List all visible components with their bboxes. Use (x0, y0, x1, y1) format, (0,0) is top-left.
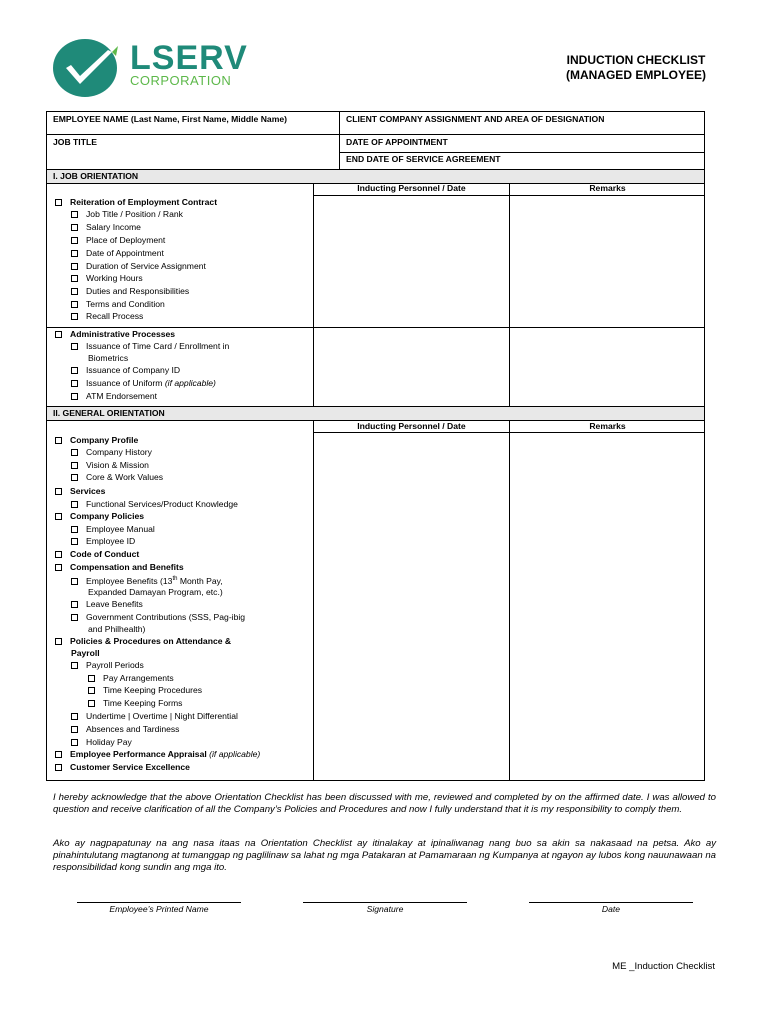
checklist-item: Reiteration of Employment Contract (55, 197, 217, 208)
section2-col-inducting: Inducting Personnel / Date (357, 421, 466, 431)
checkbox[interactable] (71, 526, 78, 533)
checkbox[interactable] (71, 301, 78, 308)
checklist-item: Holiday Pay (71, 737, 132, 748)
acknowledgement-filipino: Ako ay nagpapatunay na ang nasa itaas na Orientation Checklist ay itinalakay at ipinaliwanag nang buo sa akin sa nakasaad na petsa. Ako ay pinahintulutang magtanong at tumanggap ng paglilinaw sa lahat ng mga Patakaran at Pamamaraan ng Kumpanya at ngayon ay lubos kong nauunawaan na responsibilidad kong sundin ang mga ito. (53, 838, 716, 873)
checklist-item-cont: Payroll (71, 648, 100, 658)
checkbox[interactable] (71, 501, 78, 508)
footer-text: ME _Induction Checklist (612, 961, 715, 972)
checkbox[interactable] (55, 764, 62, 771)
checklist-item: Company Profile (55, 435, 138, 446)
client-company-label: CLIENT COMPANY ASSIGNMENT AND AREA OF DESIGNATION (346, 114, 605, 124)
checklist-item: Policies & Procedures on Attendance & (55, 636, 231, 647)
signature-line (77, 902, 241, 903)
checkbox[interactable] (71, 713, 78, 720)
checklist-item: Job Title / Position / Rank (71, 209, 183, 220)
checkbox[interactable] (71, 578, 78, 585)
checklist-item-cont: Expanded Damayan Program, etc.) (88, 587, 223, 597)
checklist-item: Employee Manual (71, 524, 155, 535)
checkbox[interactable] (71, 263, 78, 270)
checklist-item: ATM Endorsement (71, 391, 157, 402)
checklist-item: Duration of Service Assignment (71, 261, 206, 272)
checklist-table (46, 111, 705, 781)
checkbox[interactable] (55, 638, 62, 645)
row-line (339, 152, 704, 153)
col-divider (509, 183, 510, 406)
printed-name-label: Employee’s Printed Name (109, 904, 209, 914)
section1-title: I. JOB ORIENTATION (53, 171, 139, 181)
checkbox[interactable] (55, 199, 62, 206)
header-divider (339, 112, 340, 170)
checklist-item: Working Hours (71, 273, 143, 284)
checklist-item: Issuance of Uniform (if applicable) (71, 378, 216, 389)
checkbox[interactable] (71, 224, 78, 231)
checkbox[interactable] (55, 331, 62, 338)
checkbox[interactable] (71, 601, 78, 608)
checkbox[interactable] (71, 614, 78, 621)
checkbox[interactable] (55, 437, 62, 444)
signature-label: Signature (366, 904, 404, 914)
checklist-item: Absences and Tardiness (71, 724, 179, 735)
document-title (566, 53, 706, 83)
section1-col-remarks: Remarks (589, 183, 626, 193)
checkbox[interactable] (88, 700, 95, 707)
checklist-item: Time Keeping Forms (88, 698, 182, 709)
checkbox[interactable] (71, 739, 78, 746)
checklist-item: Pay Arrangements (88, 673, 174, 684)
checkbox[interactable] (71, 367, 78, 374)
checkbox[interactable] (55, 488, 62, 495)
checklist-item: Issuance of Company ID (71, 365, 180, 376)
checklist-item: Payroll Periods (71, 660, 144, 671)
checkbox[interactable] (71, 237, 78, 244)
checklist-item: Services (55, 486, 105, 497)
logo-sub: CORPORATION (130, 73, 232, 88)
section2-col-remarks: Remarks (589, 421, 626, 431)
checklist-item: Undertime | Overtime | Night Differential (71, 711, 238, 722)
checklist-item: Place of Deployment (71, 235, 165, 246)
checkbox[interactable] (71, 275, 78, 282)
logo-name: LSERV (130, 39, 248, 77)
company-logo (52, 38, 252, 98)
checklist-item: Duties and Responsibilities (71, 286, 189, 297)
checklist-item: Leave Benefits (71, 599, 143, 610)
checkbox[interactable] (88, 675, 95, 682)
date-appointment-label: DATE OF APPOINTMENT (346, 137, 448, 147)
checkbox[interactable] (71, 211, 78, 218)
checklist-item: Issuance of Time Card / Enrollment in (71, 341, 229, 352)
section2-title: II. GENERAL ORIENTATION (53, 408, 165, 418)
col-divider (313, 420, 314, 781)
checklist-item: Government Contributions (SSS, Pag-ibig (71, 612, 245, 623)
checkbox[interactable] (55, 551, 62, 558)
signature-line (303, 902, 467, 903)
job-title-label: JOB TITLE (53, 137, 97, 147)
checkbox[interactable] (71, 343, 78, 350)
checklist-item: Customer Service Excellence (55, 762, 190, 773)
row-line (47, 134, 704, 135)
checkbox[interactable] (71, 726, 78, 733)
checkbox[interactable] (55, 513, 62, 520)
checklist-item: Core & Work Values (71, 472, 163, 483)
checklist-item: Salary Income (71, 222, 141, 233)
col-divider (313, 183, 314, 406)
checkbox[interactable] (71, 250, 78, 257)
employee-name-label: EMPLOYEE NAME (Last Name, First Name, Middle Name) (53, 114, 287, 124)
checklist-item: Functional Services/Product Knowledge (71, 499, 238, 510)
checkbox[interactable] (71, 662, 78, 669)
checklist-item: Employee Benefits (13th Month Pay, (71, 574, 223, 587)
checklist-item: Company History (71, 447, 152, 458)
checklist-item: Terms and Condition (71, 299, 165, 310)
end-date-label: END DATE OF SERVICE AGREEMENT (346, 154, 501, 164)
checklist-item: Administrative Processes (55, 329, 175, 340)
checklist-item: Date of Appointment (71, 248, 164, 259)
checklist-item: Code of Conduct (55, 549, 139, 560)
section1-col-inducting: Inducting Personnel / Date (357, 183, 466, 193)
checkbox[interactable] (71, 462, 78, 469)
col-divider (509, 420, 510, 781)
date-label: Date (601, 904, 621, 914)
checkbox[interactable] (71, 538, 78, 545)
checkbox[interactable] (71, 313, 78, 320)
checklist-item: Recall Process (71, 311, 143, 322)
checklist-item: Employee ID (71, 536, 135, 547)
section1-band (47, 170, 704, 183)
checkbox[interactable] (71, 474, 78, 481)
checkbox[interactable] (71, 449, 78, 456)
checklist-item-cont: Biometrics (88, 353, 129, 363)
checklist-item: Compensation and Benefits (55, 562, 184, 573)
acknowledgement-english: I hereby acknowledge that the above Orientation Checklist has been discussed with me, reviewed and completed by on the affirmed date. I was allowed to question and receive clarification of all the Company’s Policies and Procedures and now I fully understand that it is my responsibility to comply them. (53, 792, 716, 815)
checkbox[interactable] (55, 751, 62, 758)
checkbox[interactable] (55, 564, 62, 571)
checkbox[interactable] (71, 393, 78, 400)
checkbox[interactable] (88, 687, 95, 694)
title-line2: (MANAGED EMPLOYEE) (565, 68, 706, 82)
signature-line (529, 902, 693, 903)
checklist-item: Company Policies (55, 511, 144, 522)
logo-wordmark (130, 40, 248, 87)
row-line (47, 327, 704, 328)
logo-check-icon (52, 38, 120, 98)
checklist-item: Time Keeping Procedures (88, 685, 202, 696)
checklist-item-cont: and Philhealth) (88, 624, 146, 634)
title-line1: INDUCTION CHECKLIST (566, 53, 706, 67)
checklist-item: Vision & Mission (71, 460, 149, 471)
checkbox[interactable] (71, 380, 78, 387)
checkbox[interactable] (71, 288, 78, 295)
checklist-item: Employee Performance Appraisal (if applicable) (55, 749, 260, 760)
